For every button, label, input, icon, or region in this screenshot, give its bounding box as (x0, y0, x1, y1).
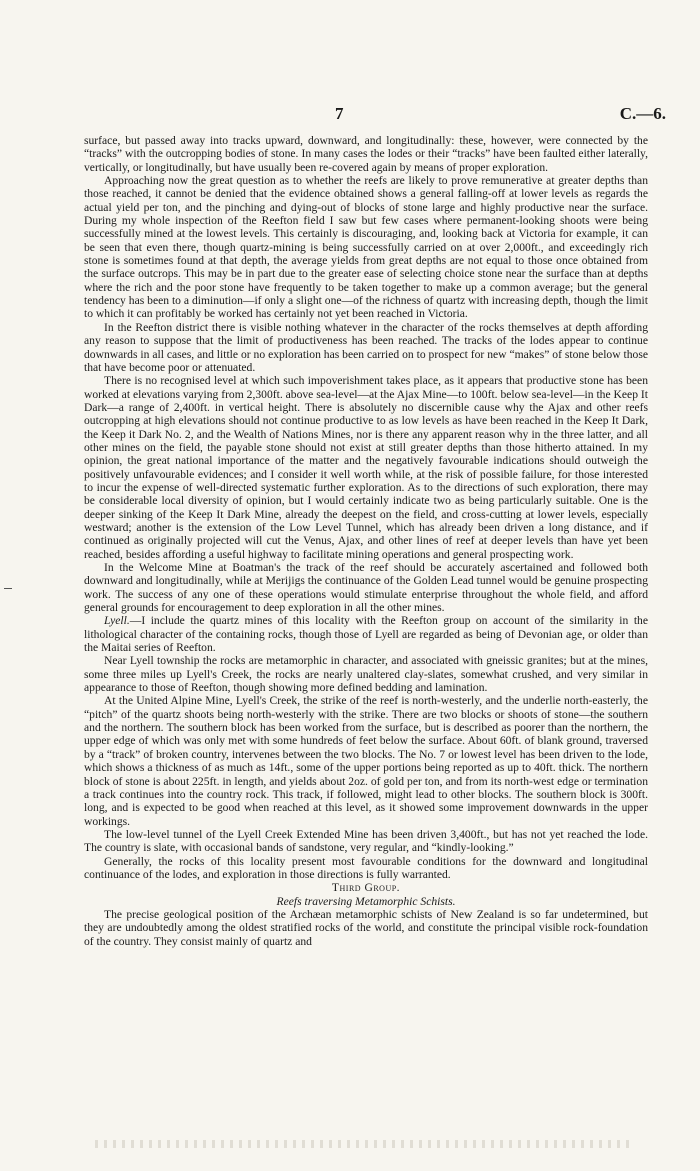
paragraph: Generally, the rocks of this locality present most favourable conditions for the downward and longitudinal continuance of the lodes, and exploration in those directions is fully warranted. (84, 854, 648, 881)
margin-mark (4, 588, 12, 589)
paragraph: Approaching now the great question as to whether the reefs are likely to prove remunerative at greater depths than those reached, it cannot be denied that the evidence obtained shows a general falling-off at lower levels as regards the actual yield per ton, and the pinching and dying-out of blocks of stone large and highly productive near the surface. During my whole inspection of the Reefton field I saw but few cases where permanent-looking shoots were being successfully mined at the lowest levels. This certainly is discouraging, and, looking back at Victoria for example, it can be seen that even there, though quartz-mining is being successfully carried on at over 2,000ft., and exceedingly rich stone is sometimes found at that depth, the average yields from great depths are not equal to those once obtained from the surface outcrops. This may be in part due to the greater ease of selecting choice stone near the surface than at depths where the rich and the poor stone have frequently to be taken together to make up a common average; but the general tendency has been to a diminution—if only a slight one—of the richness of quartz with increasing depth, though the limit to which it can profitably be worked has certainly not yet been reached in Victoria. (84, 174, 648, 321)
page-reference: C.—6. (619, 104, 666, 123)
page-header (0, 104, 700, 124)
paragraph: In the Reefton district there is visible nothing whatever in the character of the rocks themselves at depth affording any reason to suppose that the limit of productiveness has been reached. The tracks of the lodes appear to continue downwards in all cases, and little or no exploration has been carried on to prospect for new “makes” of stone below those that have become poor or attenuated. (84, 320, 648, 374)
paragraph: There is no recognised level at which such impoverishment takes place, as it appears that productive stone has been worked at elevations varying from 2,300ft. above sea-level—at the Ajax Mine—to 100ft. below sea-level—in the Keep It Dark—a range of 2,400ft. in vertical height. There is absolutely no discernible cause why the Ajax and other reefs outcropping at high elevations should not continue productive to as low levels as have been reached in the Keep It Dark, the Keep it Dark No. 2, and the Wealth of Nations Mines, nor is there any apparent reason why in the three latter, and all other mines on the field, the payable stone should not exist at still greater depths than those hitherto attained. In my opinion, the great national importance of the matter and the negatively favourable indications should outweigh the positively unfavourable evidences; and I consider it well worth while, at the risk of possible failure, for those interested to incur the expense of well-directed systematic further exploration. As to the directions of such exploration, there may be considerable local diversity of opinion, but I would certainly indicate two as being particularly suitable. One is the deeper sinking of the Keep It Dark Mine, already the deepest on the field, and cross-cutting at lower levels, especially westward; another is the extension of the Low Level Tunnel, which has already been driven a long distance, and if continued as originally projected will cut the Venus, Ajax, and other lines of reef at deeper levels than have yet been reached, besides affording a useful highway to facilitate mining operations and general prospecting work. (84, 374, 648, 561)
paragraph: The low-level tunnel of the Lyell Creek Extended Mine has been driven 3,400ft., but has not yet reached the lode. The country is slate, with occasional bands of sandstone, very regular, and “kindly-looking.” (84, 827, 648, 855)
body-text (84, 134, 648, 948)
paragraph-lyell (84, 614, 648, 654)
paragraph: In the Welcome Mine at Boatman's the track of the reef should be accurately ascertained and followed both downward and longitudinally, while at Merijigs the continuance of the Golden Lead tunnel would be genuine prospecting work. The success of any one of these operations would stimulate enterprise throughout the whole field, and afford general grounds for encouragement to deep exploration in all the other mines. (84, 561, 648, 615)
lyell-label: Lyell. (104, 614, 130, 628)
bleed-through (95, 1140, 635, 1148)
paragraph: surface, but passed away into tracks upward, downward, and longitudinally: these, however, were connected by the “tracks” with the outcropping bodies of stone. In many cases the lodes or their “tracks” have been faulted either laterally, vertically, or longitudinally, but have usually been re-covered again by means of proper exploration. (84, 134, 648, 174)
paragraph: The precise geological position of the Archæan metamorphic schists of New Zealand is so far undetermined, but they are undoubtedly among the oldest stratified rocks of the world, and constitute the principal visible rock-foundation of the country. They consist mainly of quartz and (84, 907, 648, 948)
section-subheading: Reefs traversing Metamorphic Schists. (276, 894, 456, 908)
section-heading: Third Group. (331, 881, 401, 895)
lyell-text: —I include the quartz mines of this locality with the Reefton group on account of the similarity in the lithological character of the containing rocks, though those of Lyell are regarded as being of Devonian age, or older than the Maitai series of Reefton. (84, 614, 648, 655)
paragraph: Near Lyell township the rocks are metamorphic in character, and associated with gneissic granites; but at the mines, some three miles up Lyell's Creek, the rocks are nearly unaltered clay-slates, somewhat crushed, and very similar in appearance to those of Reefton, though showing more defined bedding and lamination. (84, 654, 648, 695)
page-number: 7 (335, 104, 344, 123)
paragraph: At the United Alpine Mine, Lyell's Creek, the strike of the reef is north-westerly, and the underlie north-easterly, the “pitch” of the quartz shoots being north-westerly with the strike. There are two blocks or shoots of stone—the southern and the northern. The southern block has been worked from the surface, but is described as poorer than the northern, the upper edge of which was only met with some hundreds of feet below the surface. About 60ft. of blank ground, traversed by a “track” of broken country, intervenes between the two blocks. The No. 7 or lowest level has been driven to the lode, which shows a thickness of as much as 14ft., some of the upper portions being reported as up to 40ft. thick. The northern block of stone is about 225ft. in length, and yields about 2oz. of gold per ton, and from its north-west edge or termination a track continues into the country rock. This track, if followed, might lead to other blocks. The southern block is 300ft. long, and is expected to be good when reached at this level, as it showed some improvement downwards in the upper workings. (84, 694, 648, 828)
